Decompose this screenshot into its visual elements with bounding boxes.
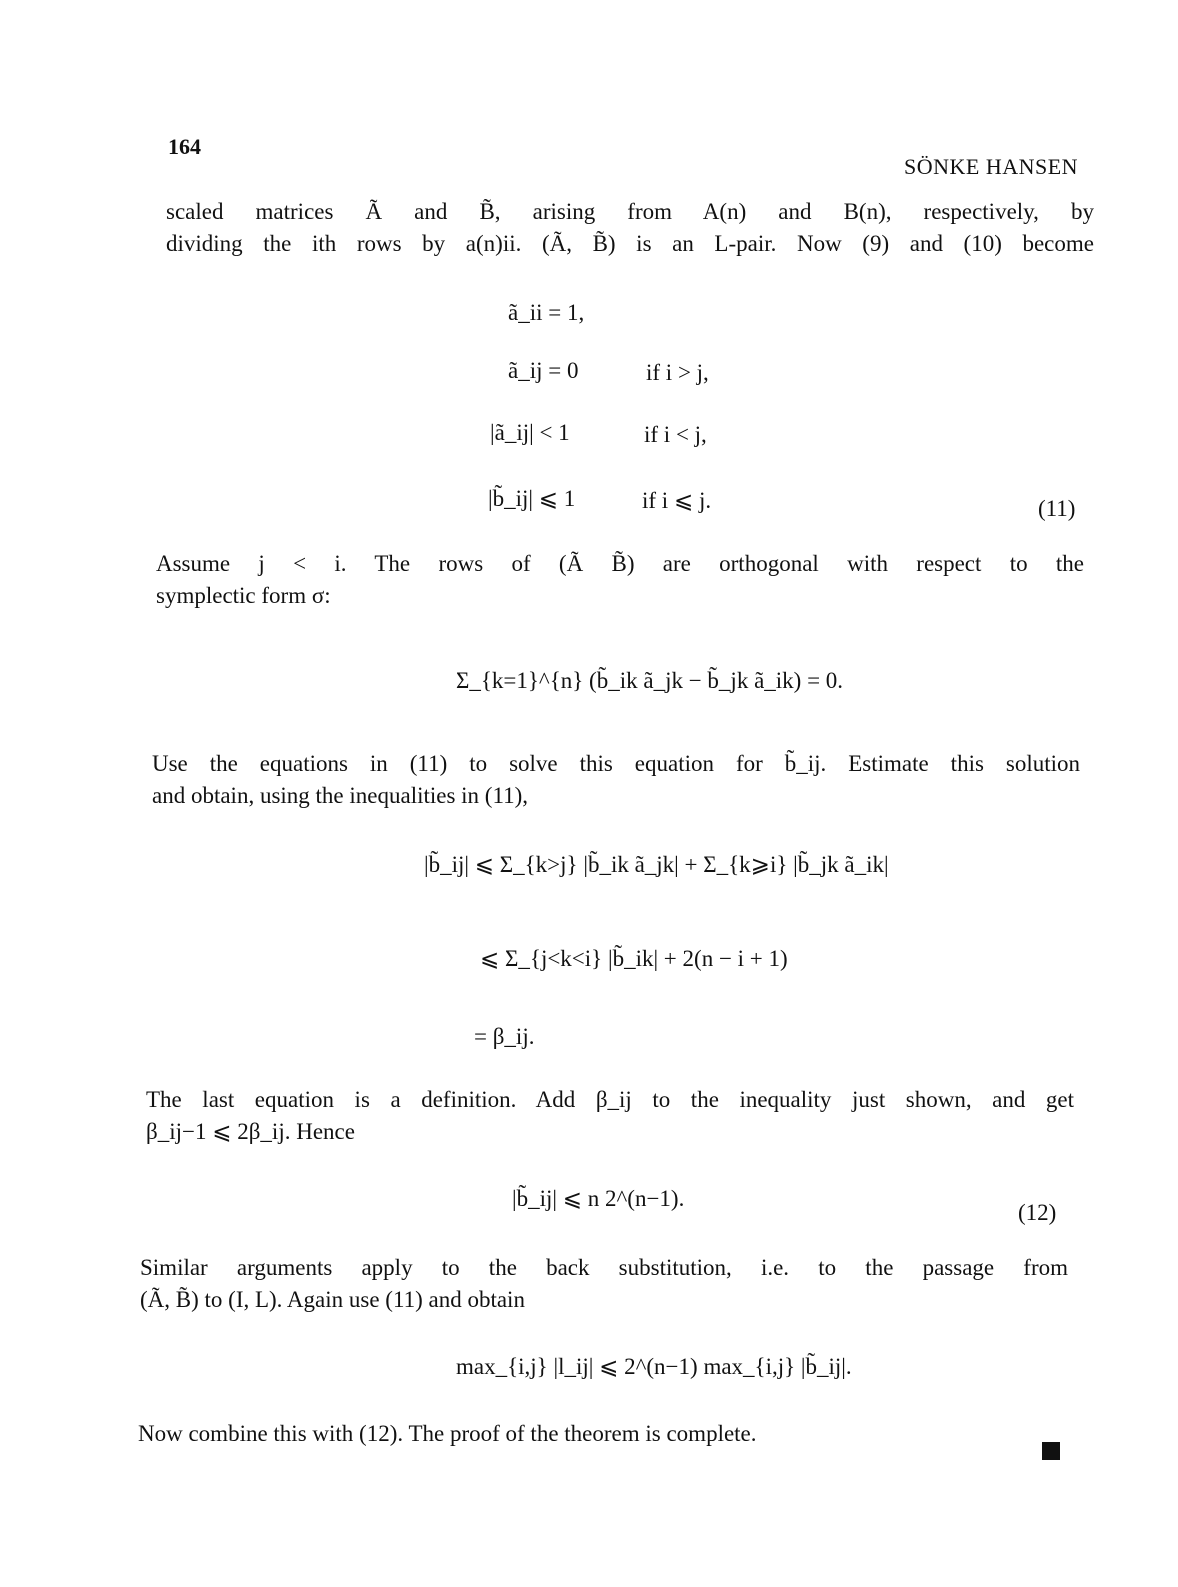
paragraph-assume xyxy=(156,548,1084,612)
paragraph-assume-line-1: Assume j < i. The rows of (Ã B̃) are orthogonal with respect to the xyxy=(156,551,1084,576)
equation-number-12: (12) xyxy=(1018,1200,1057,1225)
estimate-row-3: = β_ij. xyxy=(474,1024,535,1049)
paragraph-conclusion-line-1: Now combine this with (12). The proof of the theorem is complete. xyxy=(138,1421,757,1446)
paragraph-intro-line-2: dividing the ith rows by a(n)ii. (Ã, B̃) is an L-pair. Now (9) and (10) become xyxy=(166,231,1094,256)
paragraph-definition xyxy=(146,1084,1074,1148)
paragraph-definition-line-2: β_ij−1 ⩽ 2β_ij. Hence xyxy=(146,1119,355,1144)
eq11-row-2-lhs: ã_ij = 0 xyxy=(508,358,579,383)
eq11-row-3-cond: if i < j, xyxy=(644,422,707,447)
eq11-row-1: ã_ii = 1, xyxy=(508,300,585,325)
paragraph-assume-line-2: symplectic form σ: xyxy=(156,583,331,608)
paragraph-intro xyxy=(166,196,1094,260)
max-equation: max_{i,j} |l_ij| ⩽ 2^(n−1) max_{i,j} |b̃_ij|. xyxy=(456,1354,852,1379)
estimate-row-1: |b̃_ij| ⩽ Σ_{k>j} |b̃_ik ã_jk| + Σ_{k⩾i} |b̃_jk ã_ik| xyxy=(424,852,889,877)
orthogonality-equation: Σ_{k=1}^{n} (b̃_ik ã_jk − b̃_jk ã_ik) = 0. xyxy=(456,668,844,693)
paragraph-definition-line-1: The last equation is a definition. Add β_ij to the inequality just shown, and get xyxy=(146,1087,1074,1112)
eq11-row-3-lhs: |ã_ij| < 1 xyxy=(490,420,570,445)
paragraph-solve-line-1: Use the equations in (11) to solve this equation for b̃_ij. Estimate this solution xyxy=(152,751,1080,776)
paragraph-solve-line-2: and obtain, using the inequalities in (11), xyxy=(152,783,529,808)
page-number: 164 xyxy=(168,134,201,159)
paragraph-back-substitution-line-2: (Ã, B̃) to (I, L). Again use (11) and obtain xyxy=(140,1287,525,1312)
estimate-row-2: ⩽ Σ_{j<k<i} |b̃_ik| + 2(n − i + 1) xyxy=(480,946,788,971)
paragraph-intro-line-1: scaled matrices Ã and B̃, arising from A(n) and B(n), respectively, by xyxy=(166,199,1094,224)
end-of-proof-icon xyxy=(1042,1442,1060,1460)
paragraph-conclusion xyxy=(138,1418,938,1450)
paragraph-back-substitution xyxy=(140,1252,1068,1316)
eq11-row-4-cond: if i ⩽ j. xyxy=(642,488,712,513)
paragraph-solve xyxy=(152,748,1080,812)
equation-number-11: (11) xyxy=(1038,496,1076,521)
eq11-row-4-lhs: |b̃_ij| ⩽ 1 xyxy=(488,486,576,511)
running-head: SÖNKE HANSEN xyxy=(904,154,1079,179)
paragraph-back-substitution-line-1: Similar arguments apply to the back substitution, i.e. to the passage from xyxy=(140,1255,1068,1280)
eq12-text: |b̃_ij| ⩽ n 2^(n−1). xyxy=(512,1186,685,1211)
eq11-row-2-cond: if i > j, xyxy=(646,360,709,385)
